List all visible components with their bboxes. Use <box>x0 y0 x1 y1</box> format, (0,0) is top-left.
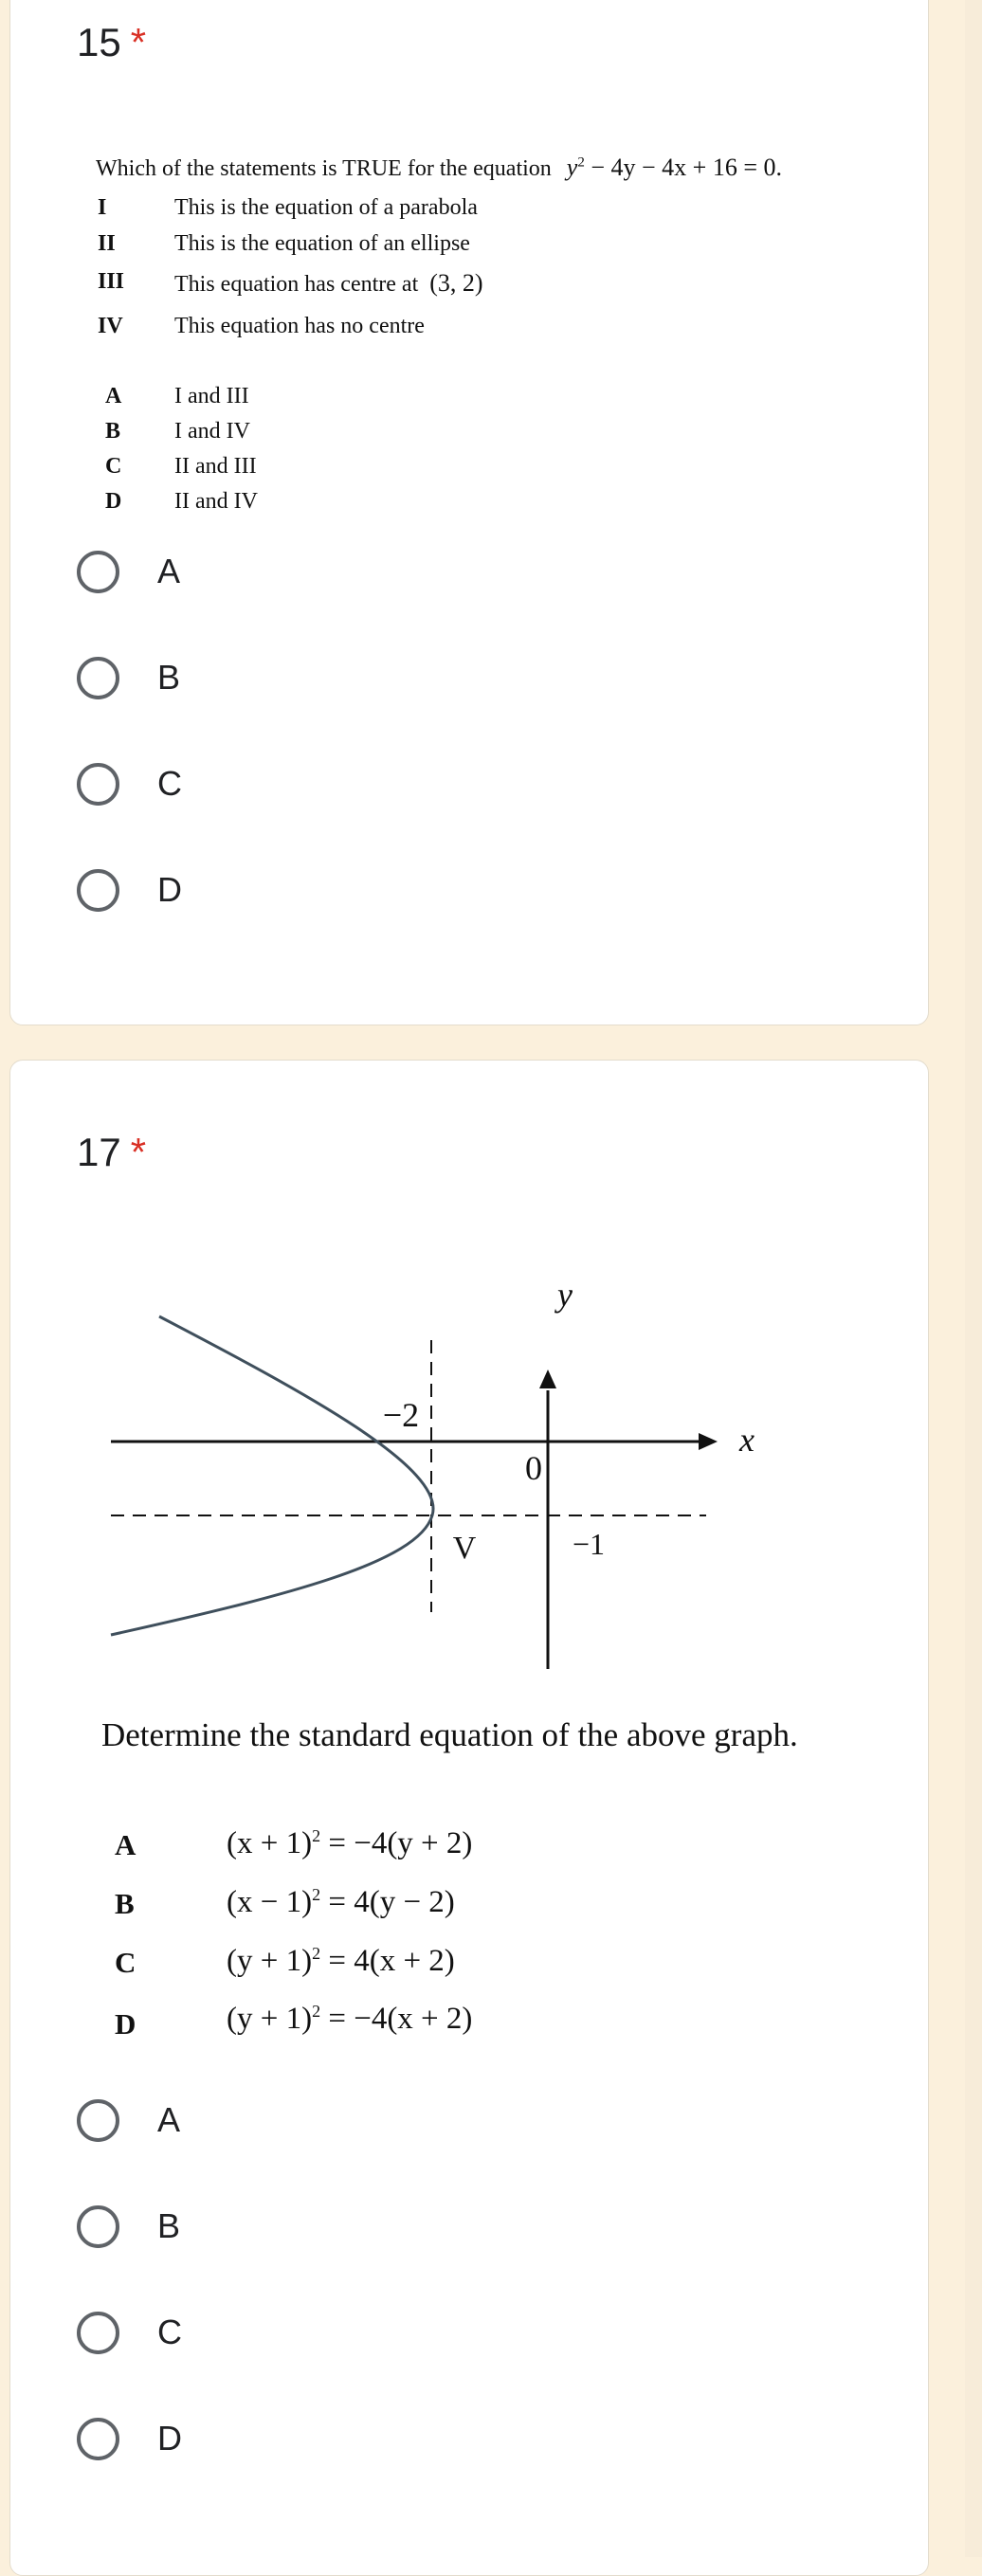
choice-text-c: II and III <box>174 454 257 479</box>
option-label: D <box>157 870 182 909</box>
answer-equation-a <box>227 1826 472 1861</box>
statement-text-4: This equation has no centre <box>174 314 425 338</box>
answer-rhs: = 4(y − 2) <box>328 1885 455 1919</box>
statement-key-4: IV <box>98 314 123 338</box>
radio-circle-icon[interactable] <box>77 657 119 699</box>
radio-circle-icon[interactable] <box>77 2312 119 2354</box>
question-number-text: 15 <box>77 20 121 64</box>
q17-option-d[interactable] <box>77 2410 182 2467</box>
q15-option-b[interactable] <box>77 649 180 706</box>
q17-option-a[interactable] <box>77 2092 180 2149</box>
question-card-15 <box>9 0 929 1025</box>
statement-text-2: This is the equation of an ellipse <box>174 231 470 256</box>
answer-rhs: = 4(x + 2) <box>328 1944 455 1978</box>
option-label: B <box>157 2206 181 2245</box>
parabola-graph <box>10 1061 930 1724</box>
required-asterisk: * <box>130 20 147 64</box>
statement-key-2: II <box>98 231 116 256</box>
choice-key-c: C <box>105 454 122 479</box>
statement-text-3 <box>174 269 483 298</box>
answer-key-b: B <box>115 1887 135 1920</box>
answer-equation-c <box>227 1944 455 1979</box>
answer-exponent: 2 <box>312 1885 321 1904</box>
y-axis-arrowhead <box>539 1370 556 1388</box>
option-label: B <box>157 658 181 697</box>
required-asterisk: * <box>130 1130 147 1174</box>
choice-text-b: I and IV <box>174 419 250 444</box>
q17-option-b[interactable] <box>77 2198 180 2255</box>
question-number-15 <box>77 20 146 65</box>
x-axis-arrowhead <box>699 1433 718 1450</box>
choice-key-b: B <box>105 419 121 444</box>
vertex-label: V <box>452 1531 477 1566</box>
answer-equation-d <box>227 2002 472 2037</box>
statement-text-1: This is the equation of a parabola <box>174 195 478 220</box>
radio-circle-icon[interactable] <box>77 2205 119 2248</box>
answer-key-a: A <box>115 1828 136 1861</box>
radio-circle-icon[interactable] <box>77 551 119 593</box>
question-card-17 <box>9 1060 929 2576</box>
q15-option-c[interactable] <box>77 755 182 812</box>
choice-key-d: D <box>105 489 122 514</box>
equation-y: y <box>566 154 578 181</box>
answer-lhs: (y + 1) <box>227 1944 313 1978</box>
y-tick-label: −1 <box>572 1527 606 1561</box>
option-label: D <box>157 2419 182 2458</box>
answer-rhs: = −4(x + 2) <box>328 2002 473 2036</box>
equation-exponent: 2 <box>577 154 585 171</box>
answer-lhs: (y + 1) <box>227 2002 313 2036</box>
parabola-curve <box>111 1316 433 1635</box>
choice-key-a: A <box>105 384 122 408</box>
radio-circle-icon[interactable] <box>77 763 119 806</box>
choice-text-d: II and IV <box>174 489 258 514</box>
statement-text-3-math: (3, 2) <box>429 269 483 297</box>
answer-exponent: 2 <box>312 1944 321 1963</box>
statement-key-1: I <box>98 195 107 220</box>
q17-option-c[interactable] <box>77 2304 182 2361</box>
question-number-text: 17 <box>77 1130 121 1174</box>
q15-option-a[interactable] <box>77 543 180 600</box>
option-label: A <box>157 2100 181 2139</box>
x-tick-label: −2 <box>382 1396 420 1434</box>
origin-label: 0 <box>525 1449 542 1487</box>
radio-circle-icon[interactable] <box>77 2099 119 2142</box>
option-label: C <box>157 764 182 803</box>
y-axis-label: y <box>557 1276 573 1314</box>
equation-rest: − 4y − 4x + 16 = 0. <box>591 154 782 181</box>
page-scroll-track <box>965 0 982 2557</box>
radio-circle-icon[interactable] <box>77 2418 119 2460</box>
x-axis-label: x <box>739 1421 755 1459</box>
question-stem: Which of the statements is TRUE for the equation <box>96 156 552 181</box>
answer-lhs: (x + 1) <box>227 1826 313 1860</box>
radio-circle-icon[interactable] <box>77 869 119 912</box>
answer-rhs: = −4(y + 2) <box>328 1826 473 1860</box>
answer-exponent: 2 <box>312 2002 321 2021</box>
answer-equation-b <box>227 1885 455 1920</box>
question-equation <box>567 154 782 181</box>
option-label: C <box>157 2313 182 2351</box>
answer-lhs: (x − 1) <box>227 1885 313 1919</box>
question-text-15 <box>96 154 782 182</box>
option-label: A <box>157 552 181 590</box>
answer-exponent: 2 <box>312 1826 321 1845</box>
question-text-17: Determine the standard equation of the above graph. <box>101 1716 798 1753</box>
answer-key-c: C <box>115 1946 136 1979</box>
statement-key-3: III <box>98 269 125 294</box>
statement-text-3-label: This equation has centre at <box>174 272 419 297</box>
q15-option-d[interactable] <box>77 862 182 918</box>
answer-key-d: D <box>115 2007 136 2041</box>
choice-text-a: I and III <box>174 384 249 408</box>
